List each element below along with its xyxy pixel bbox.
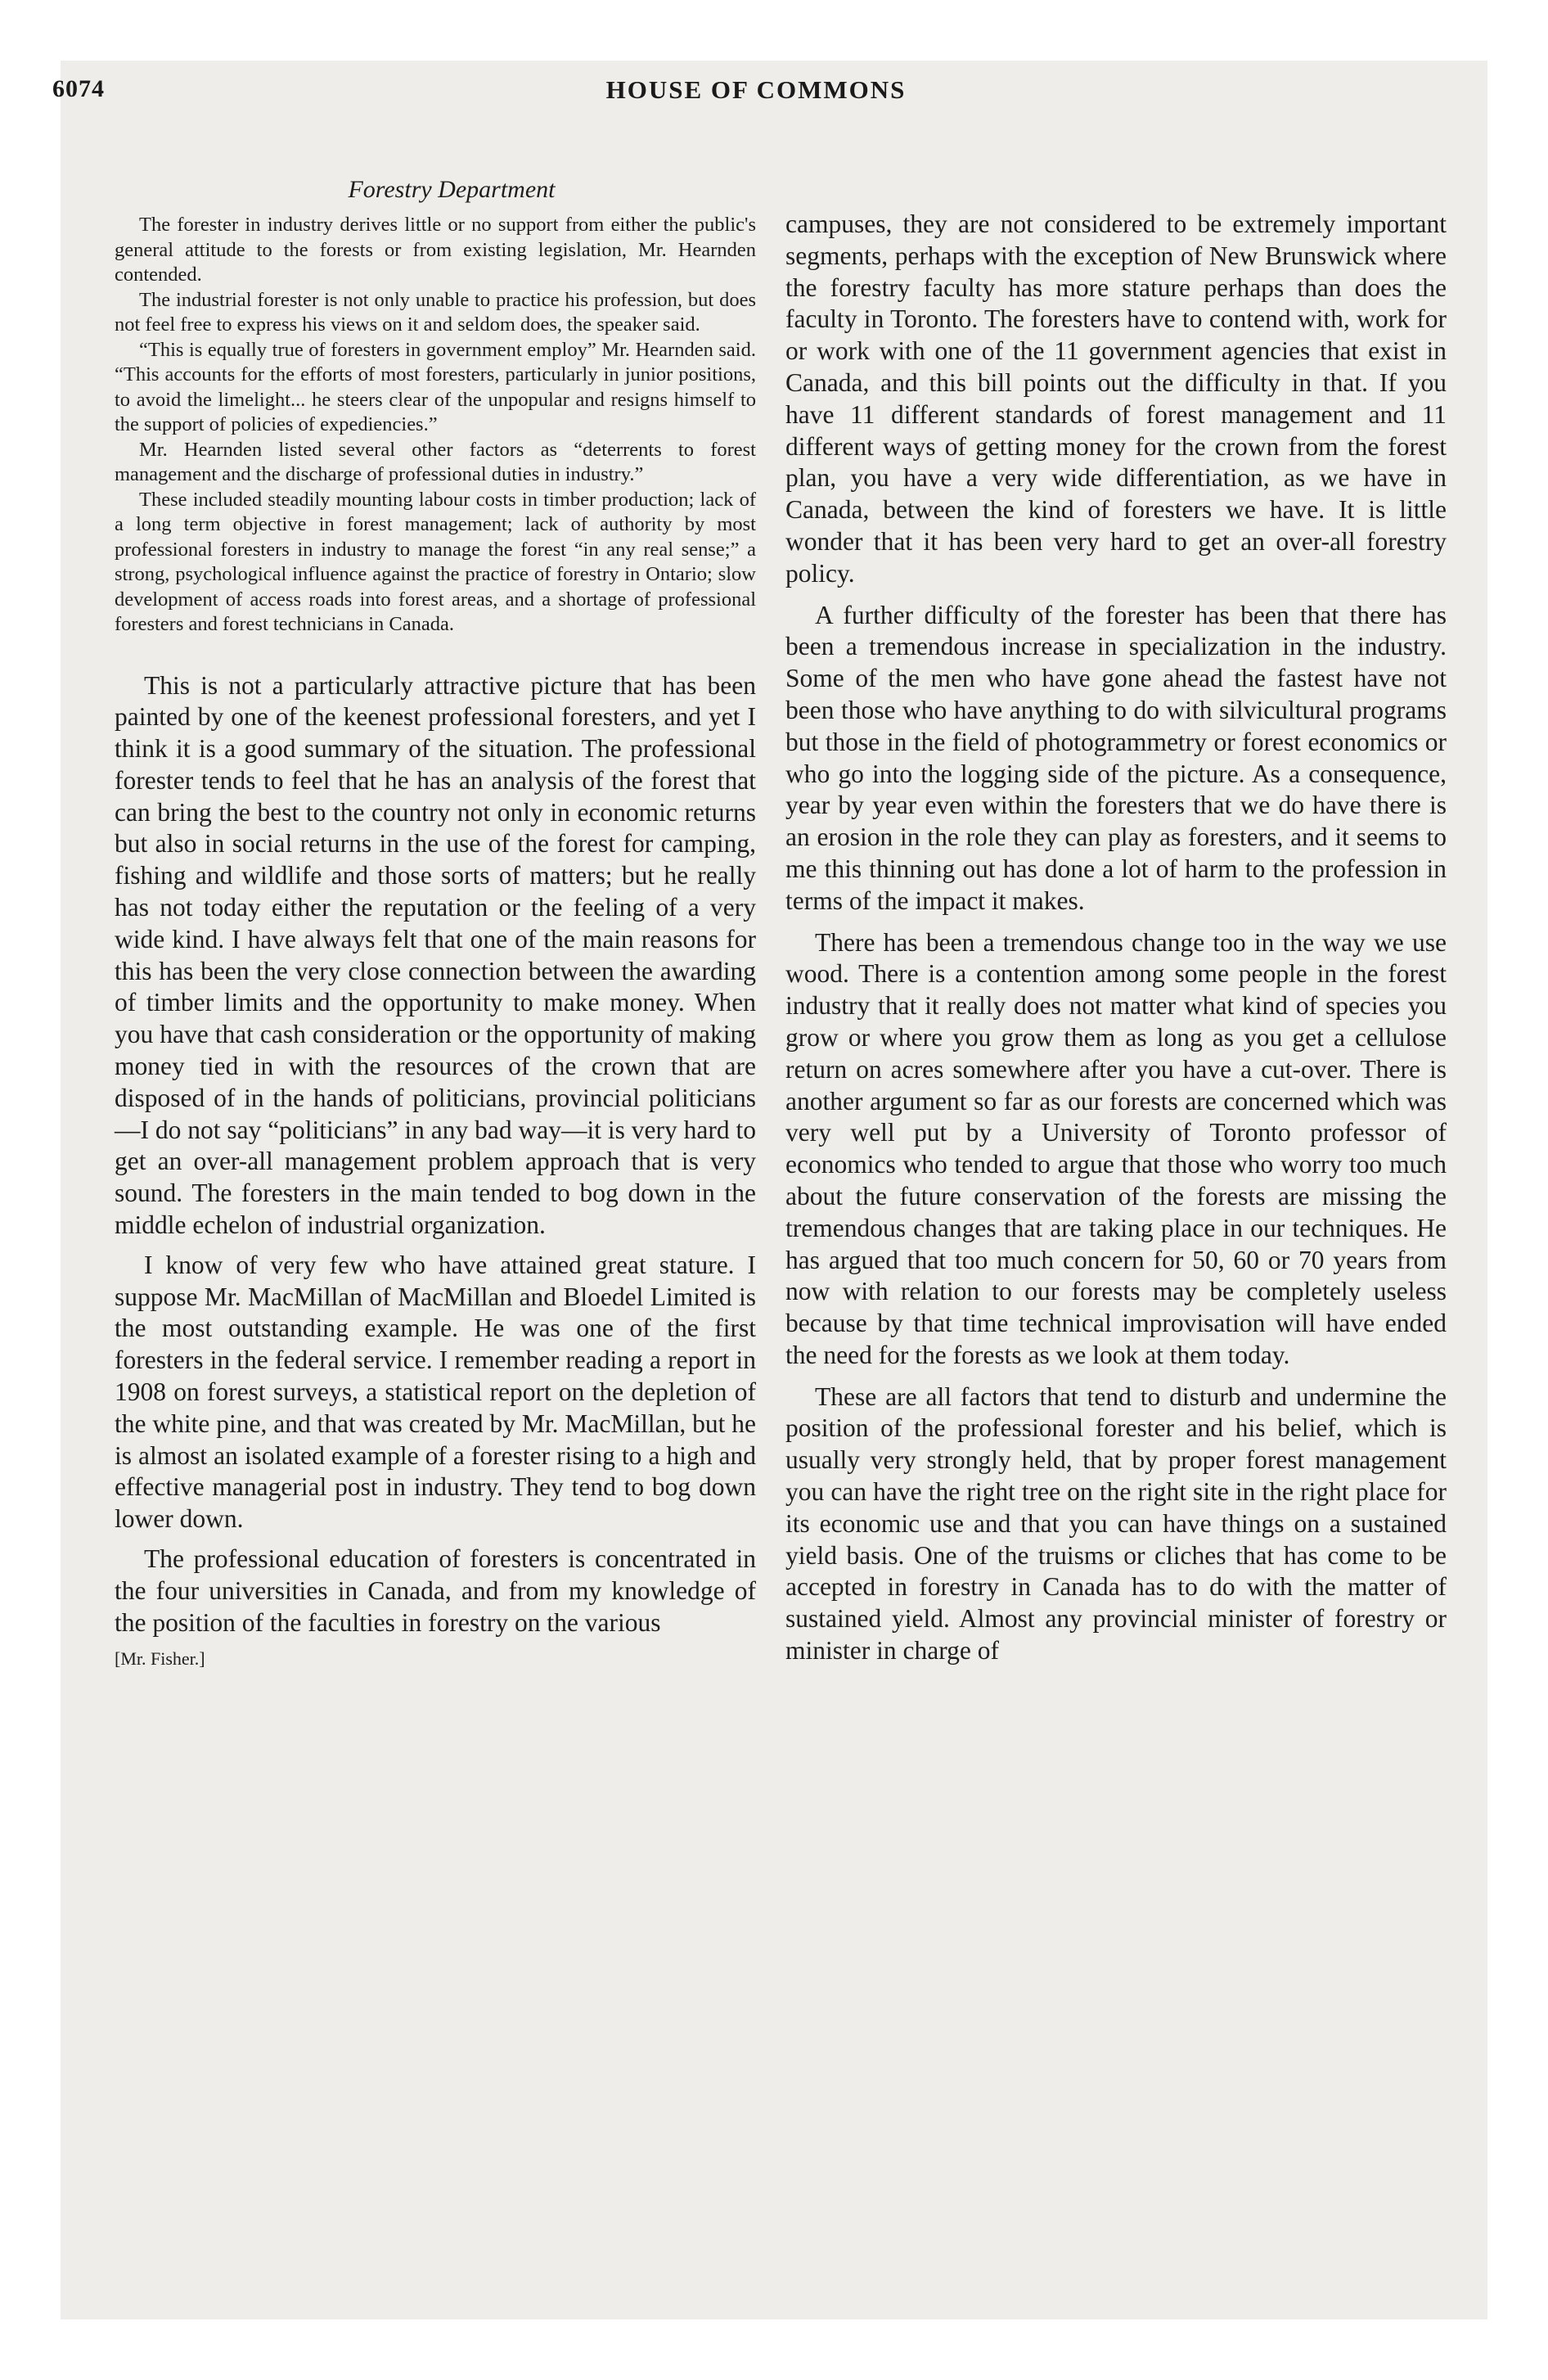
- quoted-excerpt: [115, 213, 756, 638]
- speech-left: [115, 670, 756, 1639]
- body-paragraph: This is not a particularly attractive picture that has been painted by one of the keenest professional foresters, and yet I think it is a good summary of the situation. The professional forester tends to feel that he has an analysis of the forest that can bring the best to the country not only in economic returns but also in social returns in the use of the forest for camping, fishing and wildlife and those sorts of matters; but he really has not today either the reputation or the feeling of a very wide kind. I have always felt that one of the main reasons for this has been the very close connection between the awarding of timber limits and the opportunity to make money. When you have that cash consideration or the opportunity of making money tied in with the resources of the crown that are disposed of in the hands of politicians, provincial politicians—I do not say “politicians” in any bad way—it is very hard to get an over-all management problem approach that is very sound. The foresters in the main tended to bog down in the middle echelon of industrial organization.: [115, 670, 756, 1240]
- body-paragraph: These are all factors that tend to disturb and undermine the position of the professional forester and his belief, which is usually very strongly held, that by proper forest management you can have the right tree on the right site in the right place for its economic use and that you can have things on a sustained yield basis. One of the truisms or cliches that has come to be accepted in forestry in Canada has to do with the matter of sustained yield. Almost any provincial minister of forestry or minister in charge of: [785, 1382, 1447, 1666]
- quote-paragraph: “This is equally true of foresters in government employ” Mr. Hearnden said. “This accounts for the efforts of most foresters, particularly in junior positions, to avoid the limelight... he steers clear of the unpopular and resigns himself to the support of policies of expediencies.”: [115, 338, 756, 435]
- speaker-attribution: [Mr. Fisher.]: [115, 1648, 205, 1670]
- body-paragraph: The professional education of foresters is concentrated in the four universities in Canada, and from my knowledge of the position of the faculties in forestry on the various: [115, 1544, 756, 1637]
- body-paragraph: A further difficulty of the forester has been that there has been a tremendous increase in specialization in the industry. Some of the men who have gone ahead the fastest have not been those who have anything to do with silvicultural programs but those in the field of photogrammetry or forest economics or who go into the logging side of the picture. As a consequence, year by year even within the foresters that we do have there is an erosion in the role they can play as foresters, and it seems to me this thinning out has done a lot of harm to the profession in terms of the impact it makes.: [785, 600, 1447, 915]
- quote-paragraph: Mr. Hearnden listed several other factors as “deterrents to forest management and the discharge of professional duties in industry.”: [115, 438, 756, 485]
- quote-paragraph: The industrial forester is not only unable to practice his profession, but does not feel free to express his views on it and seldom does, the speaker said.: [115, 288, 756, 336]
- right-column: [785, 209, 1447, 1677]
- running-head: HOUSE OF COMMONS: [605, 75, 907, 104]
- quote-paragraph: The forester in industry derives little or no support from either the public's general attitude to the forests or from existing legislation, Mr. Hearnden contended.: [115, 214, 756, 286]
- page-number: 6074: [52, 75, 105, 102]
- quote-paragraph: These included steadily mounting labour costs in timber production; lack of a long term objective in forest management; lack of authority by most professional foresters in industry to manage the forest “in any real sense;” a strong, psychological influence against the practice of forestry in Ontario; slow development of access roads into forest areas, and a shortage of professional foresters and forest technicians in Canada.: [115, 488, 756, 635]
- body-paragraph: I know of very few who have attained great stature. I suppose Mr. MacMillan of MacMillan and Bloedel Limited is the most outstanding example. He was one of the first foresters in the federal service. I remember reading a report in 1908 on forest surveys, a statistical report on the depletion of the white pine, and that was created by Mr. MacMillan, but he is almost an isolated example of a forester rising to a high and effective managerial post in industry. They tend to bog down lower down.: [115, 1250, 756, 1534]
- body-paragraph: There has been a tremendous change too in the way we use wood. There is a contention among some people in the forest industry that it really does not matter what kind of species you grow or where you grow them as long as you get a cellulose return on acres somewhere after you have a cut-over. There is another argument so far as our forests are concerned which was very well put by a University of Toronto professor of economics who tended to argue that those who worry too much about the future conservation of the forests are missing the tremendous changes that are taking place in our techniques. He has argued that too much concern for 50, 60 or 70 years from now with relation to our forests may be completely useless because by that time technical improvisation will have ended the need for the forests as we look at them today.: [785, 927, 1447, 1369]
- body-paragraph: campuses, they are not considered to be extremely important segments, perhaps with the exception of New Brunswick where the forestry faculty has more stature perhaps than does the faculty in Toronto. The foresters have to contend with, work for or work with one of the 11 government agencies that exist in Canada, and this bill points out the difficulty in that. If you have 11 different standards of forest management and 11 different ways of getting money for the crown from the forest plan, you have a very wide differentiation, as we have in Canada, between the kind of foresters we have. It is little wonder that it has been very hard to get an over-all forestry policy.: [785, 210, 1447, 588]
- section-title: Forestry Department: [348, 176, 556, 203]
- page-header: [52, 75, 1427, 118]
- left-column: [115, 174, 756, 1671]
